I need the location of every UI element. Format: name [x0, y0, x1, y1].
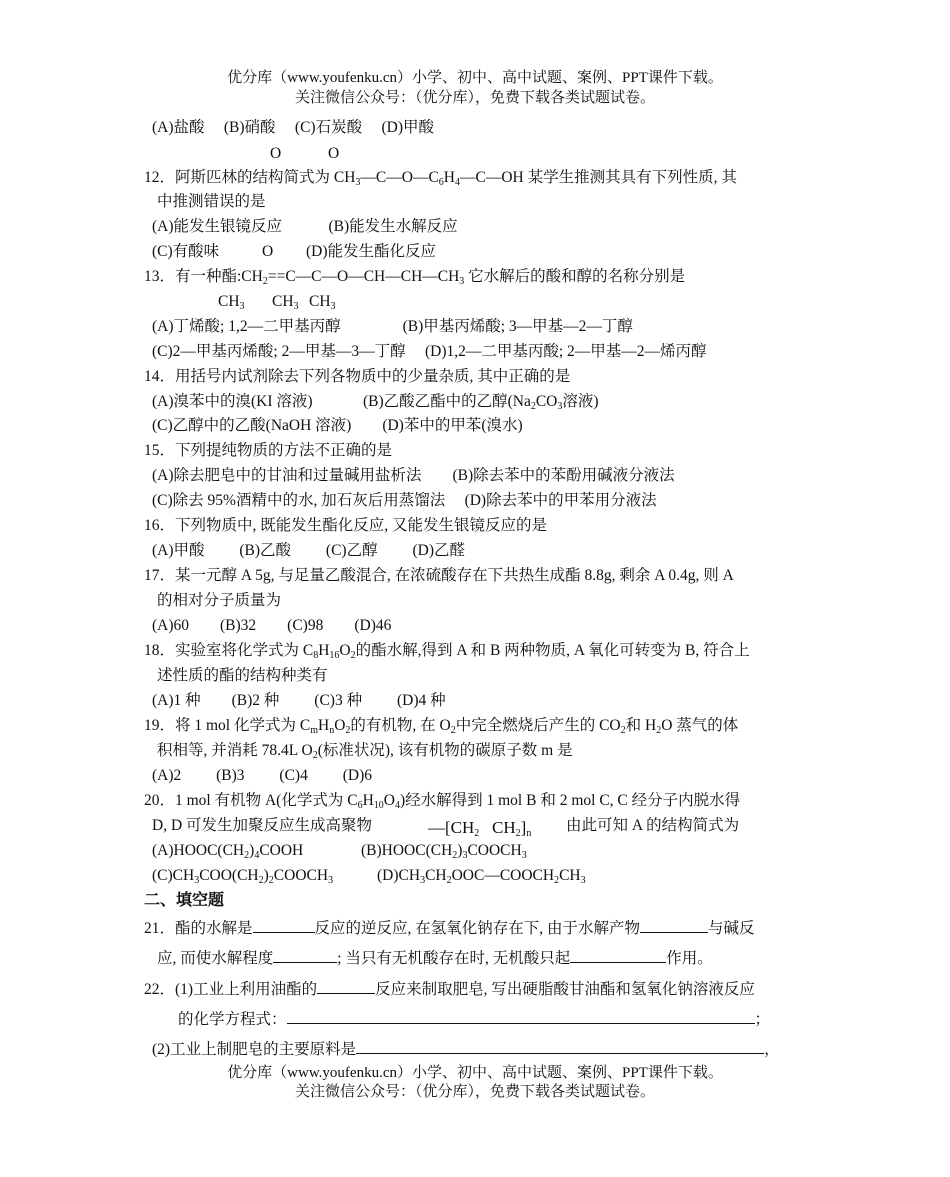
q13-options-ab: (A)丁烯酸; 1,2—二甲基丙醇 (B)甲基丙烯酸; 3—甲基—2—丁醇	[152, 318, 633, 335]
page-footer-line-2: 关注微信公众号：（优分库），免费下载各类试题试卷。	[294, 1084, 655, 1100]
q12-carbonyl-o-2: O	[328, 145, 340, 162]
q22-line-2: 的化学方程式： ；	[178, 1011, 771, 1028]
q22-blank-raw-materials[interactable]	[356, 1039, 764, 1054]
q22-blank-equation[interactable]	[287, 1009, 755, 1024]
q21-blank-1[interactable]	[253, 918, 315, 933]
q12-option-c: (C)有酸味	[152, 243, 220, 260]
q14-stem: 14．用括号内试剂除去下列各物质中的少量杂质, 其中正确的是	[144, 368, 571, 385]
q13-options-cd: (C)2—甲基丙烯酸; 2—甲基—3—丁醇 (D)1,2—二甲基丙酸; 2—甲基—2—烯丙醇	[152, 343, 707, 360]
q20-polymer-formula: $—[CH_2$ $CH_2]_n$	[428, 818, 532, 839]
q12-carbonyl-o-1: O	[270, 145, 282, 162]
q19-options: (A)2 (B)3 (C)4 (D)6	[152, 767, 372, 784]
q12-option-c-o: O	[262, 243, 274, 260]
q18-options: (A)1 种 (B)2 种 (C)3 种 (D)4 种	[152, 692, 446, 709]
q20-option-a: $(A)HOOC(CH_2)_4COOH$	[152, 842, 304, 861]
q22-line-3: (2)工业上制肥皂的主要原料是 ，	[152, 1041, 780, 1058]
q21-line-2: 应, 而使水解程度 ; 当只有无机酸存在时, 无机酸只起 作用。	[157, 950, 713, 967]
q19-stem-line-2: 积相等, 并消耗 78.4L $O_2$(标准状况), 该有机物的碳原子数 m 是	[157, 742, 573, 761]
page-header-line-1: 优分库（www.youfenku.cn）小学、初中、高中试题、案例、PPT课件下载。	[227, 70, 723, 86]
q14-options-ab: (A)溴苯中的溴(KI 溶液) (B)乙酸乙酯中的乙醇($Na_2CO_3$溶液)	[152, 393, 599, 412]
q20-stem-line-2: D, D 可发生加聚反应生成高聚物	[152, 817, 373, 834]
page-header-line-2: 关注微信公众号：（优分库），免费下载各类试题试卷。	[294, 90, 655, 106]
q18-stem: 18．实验室将化学式为 $C_8H_{16}O_2$的酯水解,得到 A 和 B 两种物质, A 氧化可转变为 B, 符合上	[144, 642, 750, 661]
q12-stem: 12．阿斯匹林的结构简式为 $CH_3—C—O—C_6H_4—C—OH$ 某学生推测其具有下列性质, 其	[144, 169, 737, 188]
q22-blank-1[interactable]	[317, 979, 375, 994]
q12-option-d: (D)能发生酯化反应	[306, 243, 437, 260]
q20-stem: 20．1 mol 有机物 A(化学式为 $C_6H_{10}O_4$)经水解得到 1 mol B 和 2 mol C, C 经分子内脱水得	[144, 792, 741, 811]
q17-options: (A)60 (B)32 (C)98 (D)46	[152, 617, 392, 634]
q17-stem-line-2: 的相对分子质量为	[157, 592, 282, 609]
q20-option-d: $(D)CH_3CH_2OOC—COOCH_2CH_3$	[377, 867, 586, 886]
q14-options-cd: (C)乙醇中的乙酸(NaOH 溶液) (D)苯中的甲苯(溴水)	[152, 417, 523, 434]
q12-options-ab: (A)能发生银镜反应 (B)能发生水解反应	[152, 218, 458, 235]
q16-stem: 16．下列物质中, 既能发生酯化反应, 又能发生银镜反应的是	[144, 517, 548, 534]
q13-stem: 13．有一种酯$:CH_2==C—C—O—CH—CH—CH_3$ 它水解后的酸和醇的名称分别是	[144, 268, 686, 287]
q18-stem-line-2: 述性质的酯的结构种类有	[157, 667, 328, 684]
q22-line-1: 22．(1)工业上利用油酯的 反应来制取肥皂, 写出硬脂酸甘油酯和氢氧化钠溶液反应	[144, 981, 755, 998]
q15-options-ab: (A)除去肥皂中的甘油和过量碱用盐析法 (B)除去苯中的苯酚用碱液分液法	[152, 467, 675, 484]
q12-stem-line-2: 中推测错误的是	[157, 193, 266, 210]
q21-blank-4[interactable]	[570, 948, 666, 963]
q17-stem: 17．某一元醇 A 5g, 与足量乙酸混合, 在浓硫酸存在下共热生成酯 8.8g, 剩余 A 0.4g, 则 A	[144, 567, 734, 584]
q13-methyl-1: $CH_3$	[218, 293, 245, 312]
q13-methyl-3: $CH_3$	[309, 293, 336, 312]
q20-stem-line-2-end: 由此可知 A 的结构简式为	[566, 817, 740, 834]
q21-blank-3[interactable]	[273, 948, 337, 963]
q20-option-b: $(B)HOOC(CH_2)_3COOCH_3$	[361, 842, 527, 861]
q15-options-cd: (C)除去 95%酒精中的水, 加石灰后用蒸馏法 (D)除去苯中的甲苯用分液法	[152, 492, 657, 509]
q19-stem: 19．将 1 mol 化学式为 $C_mH_nO_2$的有机物, 在 $O_2$中完全燃烧后产生的 $CO_2$和 $H_2O$ 蒸气的体	[144, 717, 739, 736]
q15-stem: 15．下列提纯物质的方法不正确的是	[144, 442, 393, 459]
q11-options: (A)盐酸 (B)硝酸 (C)石炭酸 (D)甲酸	[152, 119, 434, 136]
page-footer-line-1: 优分库（www.youfenku.cn）小学、初中、高中试题、案例、PPT课件下载。	[227, 1065, 723, 1081]
q21-line-1: 21．酯的水解是 反应的逆反应, 在氢氧化钠存在下, 由于水解产物 与碱反	[144, 920, 755, 937]
q16-options: (A)甲酸 (B)乙酸 (C)乙醇 (D)乙醛	[152, 542, 465, 559]
section-title-fill-in: 二、填空题	[144, 890, 225, 909]
q21-blank-2[interactable]	[640, 918, 708, 933]
q20-option-c: $(C)CH_3COO(CH_2)_2COOCH_3$	[152, 867, 334, 886]
q13-methyl-2: $CH_3$	[272, 293, 299, 312]
